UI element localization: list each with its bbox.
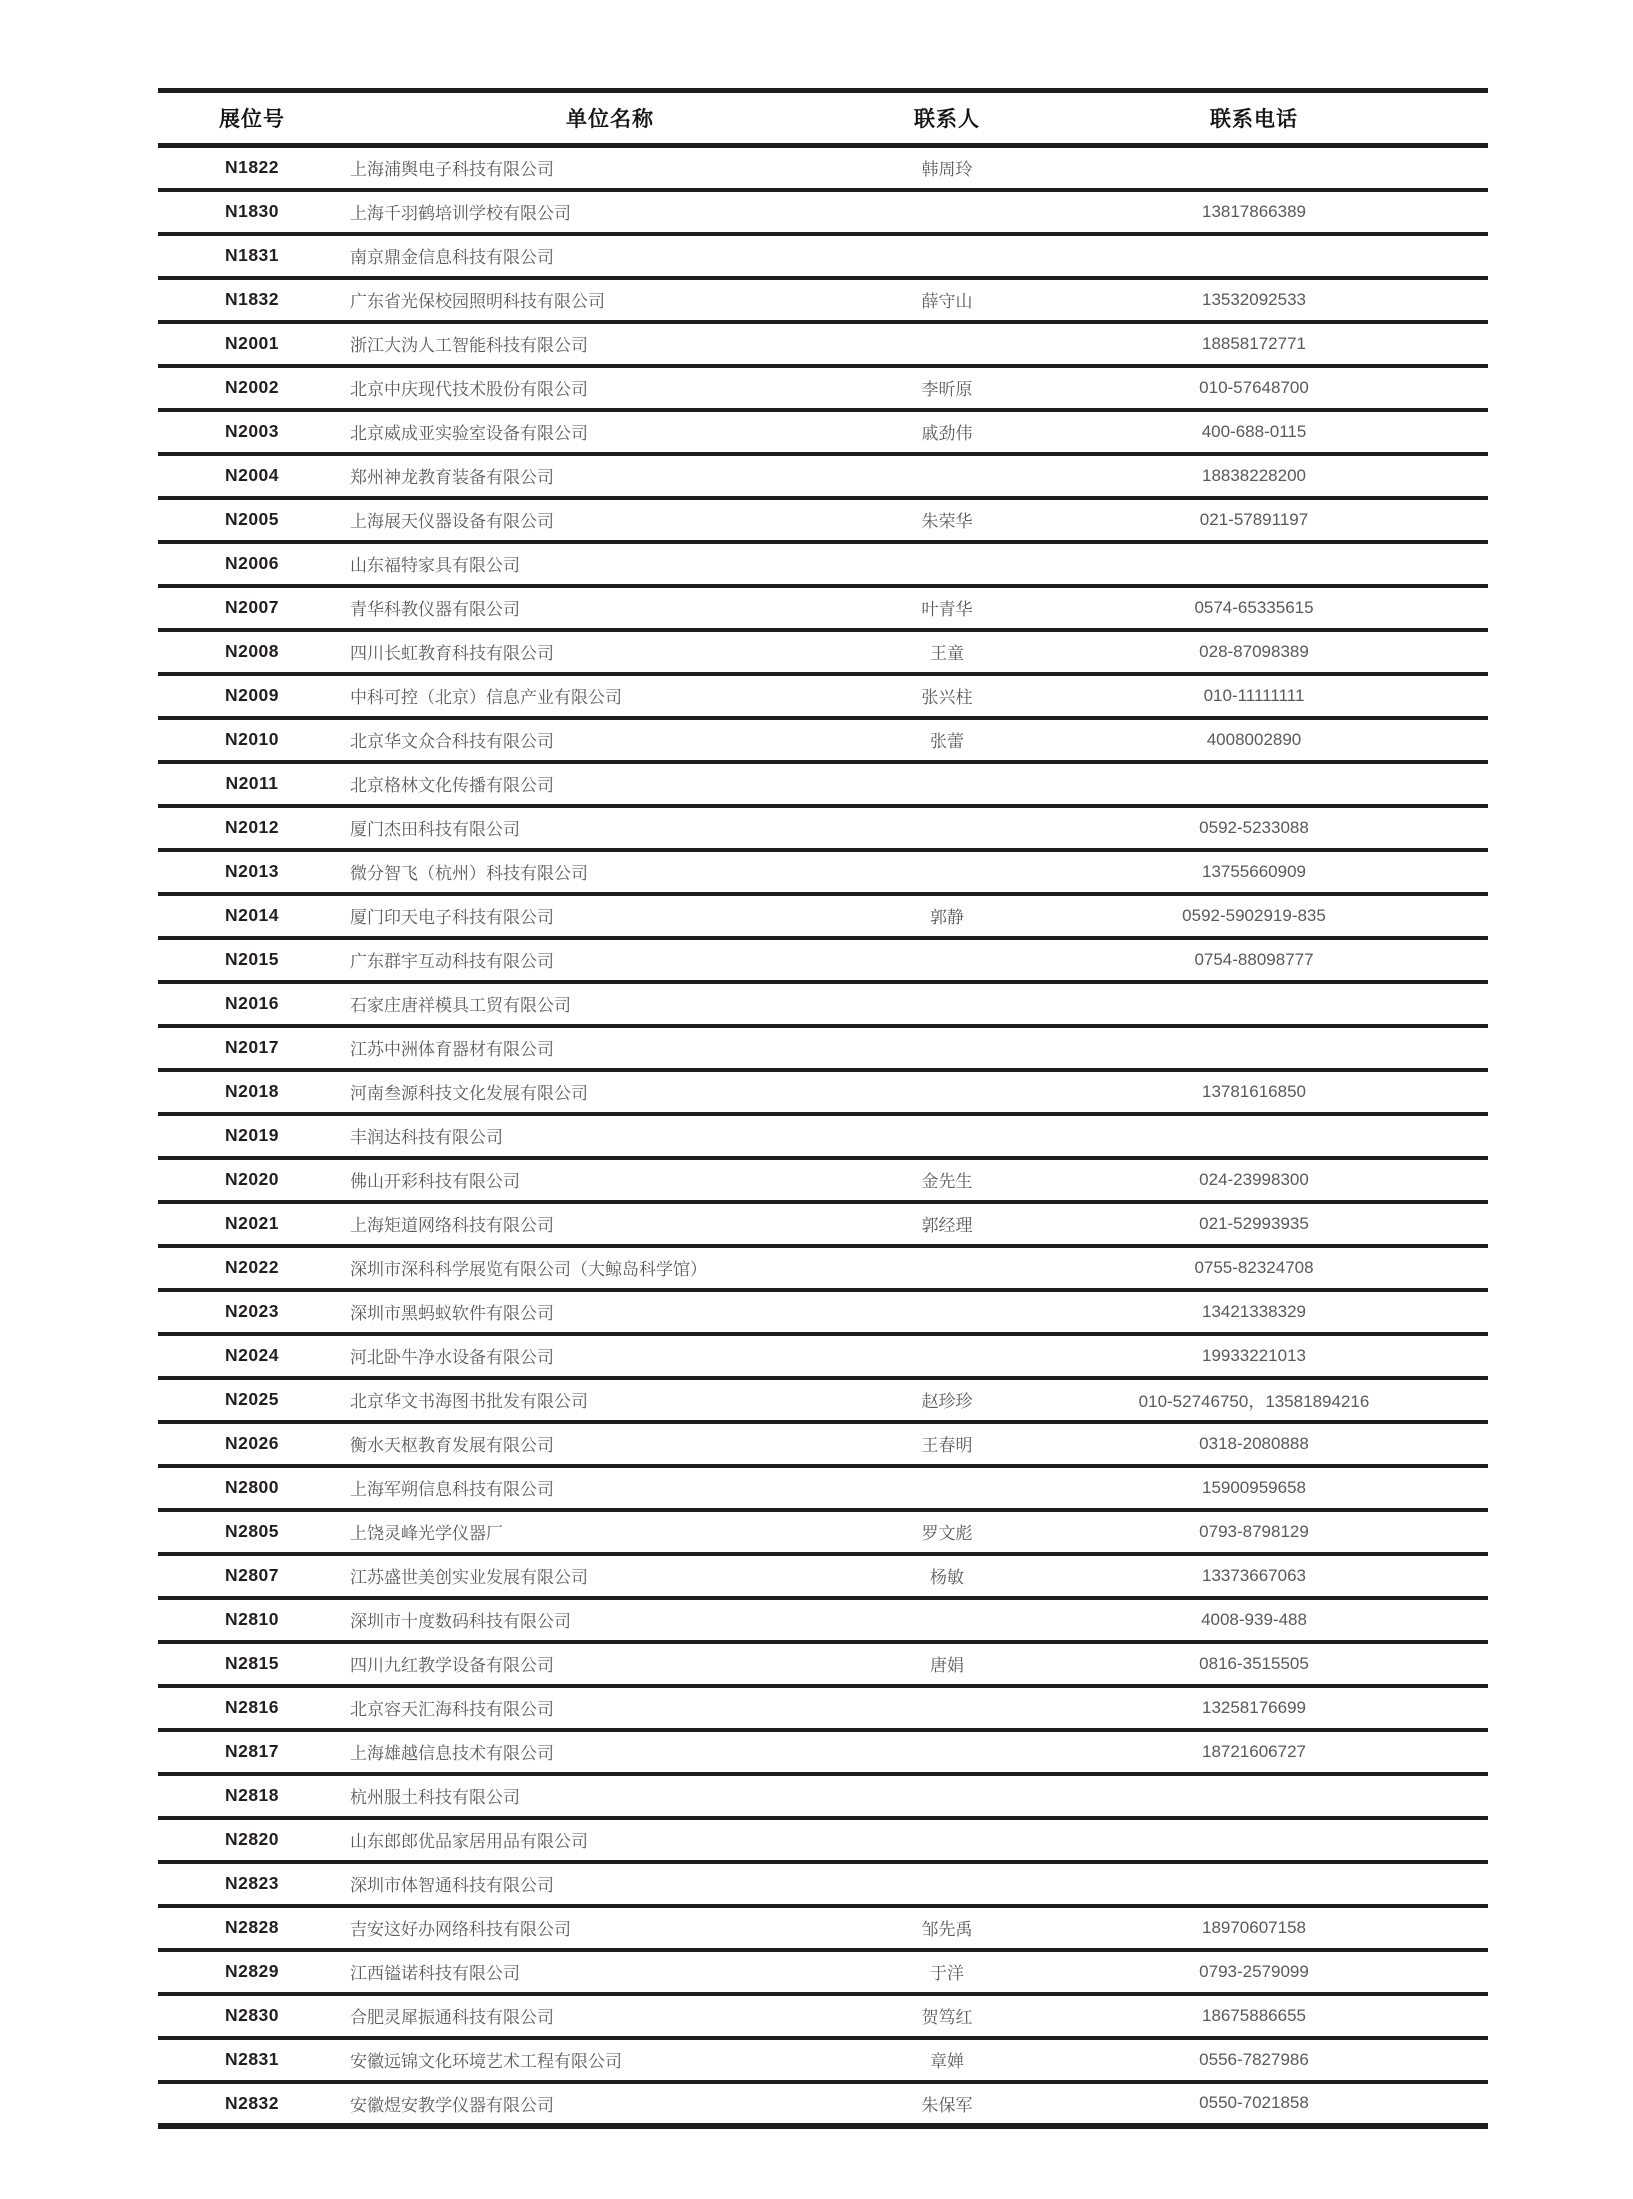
table-row — [158, 1378, 1488, 1422]
cell-booth: N2026 — [224, 1433, 280, 1453]
cell-company: 广东群宇互动科技有限公司 — [350, 952, 554, 971]
cell-company: 上饶灵峰光学仪器厂 — [350, 1524, 503, 1543]
cell-company: 上海雄越信息技术有限公司 — [350, 1744, 554, 1763]
cell-contact: 唐娟 — [930, 1656, 964, 1675]
cell-company: 浙江大沩人工智能科技有限公司 — [350, 336, 588, 355]
header-row — [158, 91, 1488, 146]
cell-phone: 0556-7827986 — [1199, 2049, 1309, 2069]
cell-phone: 13817866389 — [1201, 201, 1306, 221]
cell-company: 广东省光保校园照明科技有限公司 — [350, 292, 605, 311]
table-body — [158, 146, 1488, 2126]
cell-company: 石家庄唐祥模具工贸有限公司 — [350, 996, 571, 1015]
cell-contact: 于洋 — [930, 1964, 964, 1983]
cell-contact — [874, 806, 1020, 850]
cell-contact — [874, 1730, 1020, 1774]
cell-company: 北京威成亚实验室设备有限公司 — [350, 424, 588, 443]
table-row — [158, 1686, 1488, 1730]
table-row — [158, 762, 1488, 806]
cell-contact: 戚劲伟 — [921, 424, 973, 443]
table-row — [158, 1950, 1488, 1994]
cell-phone — [1020, 1774, 1488, 1818]
cell-phone: 18858172771 — [1201, 333, 1306, 353]
cell-booth: N2816 — [224, 1697, 280, 1717]
cell-phone: 010-52746750，13581894216 — [1138, 1392, 1370, 1411]
table-row — [158, 1422, 1488, 1466]
cell-phone: 18838228200 — [1201, 465, 1306, 485]
cell-company: 深圳市深科科学展览有限公司（大鲸岛科学馆） — [350, 1260, 707, 1279]
cell-phone — [1020, 1862, 1488, 1906]
table-row — [158, 410, 1488, 454]
cell-booth: N2001 — [224, 333, 280, 353]
table-row — [158, 190, 1488, 234]
table-row — [158, 542, 1488, 586]
cell-contact — [874, 1598, 1020, 1642]
cell-phone: 0550-7021858 — [1199, 2093, 1309, 2112]
cell-booth: N2800 — [224, 1477, 280, 1497]
cell-contact: 章婵 — [930, 2052, 964, 2071]
cell-phone: 0592-5233088 — [1199, 817, 1309, 837]
cell-contact: 李昕原 — [921, 380, 973, 399]
cell-phone: 13373667063 — [1201, 1565, 1306, 1585]
cell-contact: 郭经理 — [921, 1216, 973, 1235]
cell-contact: 罗文彪 — [921, 1524, 973, 1543]
cell-booth: N2015 — [224, 949, 280, 969]
cell-phone: 024-23998300 — [1199, 1169, 1309, 1189]
table-row — [158, 1334, 1488, 1378]
table-row — [158, 1906, 1488, 1950]
cell-booth: N2832 — [224, 2092, 280, 2113]
cell-company: 深圳市十度数码科技有限公司 — [350, 1612, 571, 1631]
table-row — [158, 1026, 1488, 1070]
cell-company: 佛山开彩科技有限公司 — [350, 1172, 520, 1191]
cell-phone — [1020, 542, 1488, 586]
cell-company: 河北卧牛净水设备有限公司 — [350, 1348, 554, 1367]
cell-phone — [1020, 1818, 1488, 1862]
cell-phone: 0574-65335615 — [1194, 597, 1314, 617]
cell-phone — [1020, 762, 1488, 806]
cell-booth: N2012 — [224, 817, 280, 837]
table-row — [158, 1774, 1488, 1818]
table-row — [158, 1642, 1488, 1686]
cell-company: 微分智飞（杭州）科技有限公司 — [350, 864, 588, 883]
table-row — [158, 1290, 1488, 1334]
table-row — [158, 1554, 1488, 1598]
cell-contact — [874, 938, 1020, 982]
cell-booth: N2024 — [224, 1345, 280, 1365]
cell-booth: N1832 — [224, 289, 280, 309]
cell-phone: 0592-5902919-835 — [1182, 905, 1326, 925]
table-row — [158, 1246, 1488, 1290]
cell-booth: N2815 — [224, 1653, 280, 1673]
cell-booth: N2021 — [224, 1213, 280, 1233]
cell-contact — [874, 1774, 1020, 1818]
table-row — [158, 586, 1488, 630]
cell-contact: 金先生 — [921, 1172, 973, 1191]
cell-company: 山东福特家具有限公司 — [350, 556, 520, 575]
cell-company: 厦门印天电子科技有限公司 — [350, 908, 554, 927]
table-row — [158, 850, 1488, 894]
cell-phone: 400-688-0115 — [1201, 421, 1307, 441]
cell-company: 上海矩道网络科技有限公司 — [350, 1216, 554, 1235]
cell-company: 上海军朔信息科技有限公司 — [350, 1480, 554, 1499]
cell-phone: 13781616850 — [1201, 1081, 1306, 1101]
exhibitor-table — [158, 88, 1488, 2129]
cell-contact — [874, 850, 1020, 894]
cell-booth: N2004 — [224, 465, 280, 485]
cell-phone: 15900959658 — [1201, 1477, 1306, 1497]
cell-contact: 郭静 — [930, 908, 964, 927]
cell-company: 上海千羽鹤培训学校有限公司 — [350, 204, 571, 223]
cell-company: 四川长虹教育科技有限公司 — [350, 644, 554, 663]
cell-contact: 王春明 — [921, 1436, 973, 1455]
cell-booth: N2014 — [224, 905, 280, 925]
table-row — [158, 630, 1488, 674]
cell-company: 青华科教仪器有限公司 — [350, 600, 520, 619]
table-row — [158, 234, 1488, 278]
cell-booth: N2828 — [224, 1917, 280, 1937]
cell-contact — [874, 190, 1020, 234]
cell-booth: N2025 — [224, 1389, 280, 1409]
cell-company: 河南叁源科技文化发展有限公司 — [350, 1084, 588, 1103]
cell-booth: N2017 — [224, 1037, 280, 1057]
cell-company: 江苏盛世美创实业发展有限公司 — [350, 1568, 588, 1587]
cell-booth: N2019 — [224, 1125, 280, 1145]
cell-booth: N2820 — [224, 1829, 280, 1849]
table-row — [158, 938, 1488, 982]
table-row — [158, 1598, 1488, 1642]
cell-phone — [1020, 146, 1488, 190]
cell-contact: 朱荣华 — [921, 512, 973, 531]
table-row — [158, 674, 1488, 718]
table-row — [158, 2038, 1488, 2082]
cell-phone: 021-57891197 — [1199, 509, 1309, 529]
cell-contact: 王童 — [930, 644, 964, 663]
cell-contact — [874, 322, 1020, 366]
cell-contact: 邹先禹 — [921, 1920, 973, 1939]
cell-booth: N2018 — [224, 1081, 280, 1101]
cell-phone — [1020, 982, 1488, 1026]
table-row — [158, 982, 1488, 1026]
cell-company: 四川九红教学设备有限公司 — [350, 1656, 554, 1675]
cell-company: 深圳市体智通科技有限公司 — [350, 1876, 554, 1895]
table-row — [158, 1070, 1488, 1114]
cell-booth: N2011 — [225, 773, 279, 793]
cell-booth: N2005 — [224, 509, 280, 529]
cell-contact: 贺笃红 — [921, 2008, 973, 2027]
cell-company: 江苏中洲体育器材有限公司 — [350, 1040, 554, 1059]
cell-contact: 张兴柱 — [921, 688, 973, 707]
cell-contact — [874, 454, 1020, 498]
cell-booth: N2831 — [224, 2049, 280, 2069]
table-row — [158, 454, 1488, 498]
cell-contact: 韩周玲 — [921, 160, 973, 180]
cell-company: 安徽远锦文化环境艺术工程有限公司 — [350, 2052, 622, 2071]
cell-booth: N1830 — [224, 201, 280, 221]
cell-phone: 4008002890 — [1206, 729, 1302, 749]
cell-company: 厦门杰田科技有限公司 — [350, 820, 520, 839]
cell-contact — [874, 1246, 1020, 1290]
cell-contact — [874, 1026, 1020, 1070]
cell-contact — [874, 1334, 1020, 1378]
cell-company: 杭州服土科技有限公司 — [350, 1788, 520, 1807]
cell-booth: N2009 — [224, 685, 280, 705]
cell-company: 北京中庆现代技术股份有限公司 — [350, 380, 588, 399]
cell-booth: N2002 — [224, 377, 280, 397]
cell-booth: N2013 — [224, 861, 280, 881]
table-row — [158, 1818, 1488, 1862]
cell-contact: 叶青华 — [921, 600, 973, 619]
cell-contact — [874, 1862, 1020, 1906]
table-row — [158, 806, 1488, 850]
cell-booth: N2818 — [224, 1785, 280, 1805]
cell-contact: 赵珍珍 — [921, 1392, 973, 1411]
table-row — [158, 1862, 1488, 1906]
cell-phone: 18675886655 — [1201, 2005, 1306, 2025]
cell-booth: N2006 — [224, 553, 280, 573]
cell-phone: 0318-2080888 — [1199, 1433, 1309, 1453]
cell-booth: N1831 — [224, 245, 280, 265]
cell-company: 郑州神龙教育装备有限公司 — [350, 468, 554, 487]
cell-company: 江西镒诺科技有限公司 — [350, 1964, 520, 1983]
cell-contact: 薛守山 — [921, 292, 973, 311]
cell-phone: 0793-8798129 — [1199, 1521, 1309, 1541]
cell-booth: N2003 — [224, 421, 280, 441]
cell-phone — [1020, 1026, 1488, 1070]
cell-contact — [874, 1114, 1020, 1158]
cell-booth: N2830 — [224, 2005, 280, 2025]
cell-contact: 杨敏 — [930, 1568, 964, 1587]
cell-booth: N2823 — [224, 1873, 280, 1893]
cell-booth: N2829 — [224, 1961, 280, 1981]
cell-booth: N2016 — [224, 993, 280, 1013]
column-header-company: 单位名称 — [566, 108, 654, 131]
cell-company: 衡水天枢教育发展有限公司 — [350, 1436, 554, 1455]
cell-phone: 13532092533 — [1201, 289, 1306, 309]
cell-company: 上海浦舆电子科技有限公司 — [350, 160, 554, 180]
cell-contact — [874, 234, 1020, 278]
table-row — [158, 498, 1488, 542]
column-header-contact: 联系人 — [914, 108, 980, 131]
cell-company: 北京华文众合科技有限公司 — [350, 732, 554, 751]
cell-contact — [874, 762, 1020, 806]
table-row — [158, 1510, 1488, 1554]
cell-phone: 18970607158 — [1201, 1917, 1306, 1937]
cell-company: 南京鼎金信息科技有限公司 — [350, 248, 554, 267]
cell-booth: N2817 — [224, 1741, 280, 1761]
cell-booth: N2023 — [224, 1301, 280, 1321]
cell-company: 深圳市黑蚂蚁软件有限公司 — [350, 1304, 554, 1323]
table-row — [158, 1114, 1488, 1158]
cell-company: 北京格林文化传播有限公司 — [350, 776, 554, 795]
cell-phone — [1020, 1114, 1488, 1158]
cell-phone: 0816-3515505 — [1199, 1653, 1309, 1673]
cell-company: 吉安这好办网络科技有限公司 — [350, 1920, 571, 1939]
cell-phone: 19933221013 — [1201, 1345, 1306, 1365]
cell-booth: N2020 — [224, 1169, 280, 1189]
cell-contact — [874, 1466, 1020, 1510]
cell-phone: 010-11111111 — [1203, 685, 1305, 705]
cell-booth: N2810 — [224, 1609, 280, 1629]
column-header-phone: 联系电话 — [1210, 108, 1298, 131]
cell-phone: 010-57648700 — [1199, 377, 1309, 397]
table-row — [158, 894, 1488, 938]
cell-phone: 0754-88098777 — [1194, 949, 1314, 969]
cell-company: 中科可控（北京）信息产业有限公司 — [350, 688, 622, 707]
table-row — [158, 322, 1488, 366]
cell-phone: 13421338329 — [1201, 1301, 1306, 1321]
cell-company: 丰润达科技有限公司 — [350, 1128, 503, 1147]
cell-contact — [874, 1818, 1020, 1862]
table-row — [158, 1158, 1488, 1202]
cell-contact — [874, 1070, 1020, 1114]
cell-contact: 朱保军 — [921, 2095, 973, 2115]
cell-company: 上海展天仪器设备有限公司 — [350, 512, 554, 531]
cell-company: 合肥灵犀振通科技有限公司 — [350, 2008, 554, 2027]
cell-phone: 18721606727 — [1201, 1741, 1306, 1761]
cell-contact: 张蕾 — [930, 732, 964, 751]
cell-booth: N2807 — [224, 1565, 280, 1585]
column-header-booth: 展位号 — [219, 108, 285, 131]
cell-contact — [874, 982, 1020, 1026]
cell-company: 北京容天汇海科技有限公司 — [350, 1700, 554, 1719]
table-header — [158, 91, 1488, 146]
table-row — [158, 146, 1488, 190]
cell-phone — [1020, 234, 1488, 278]
cell-company: 安徽煜安教学仪器有限公司 — [350, 2095, 554, 2115]
table-row — [158, 2082, 1488, 2126]
cell-booth: N2008 — [224, 641, 280, 661]
cell-contact — [874, 1290, 1020, 1334]
cell-booth: N2010 — [224, 729, 280, 749]
cell-booth: N2022 — [224, 1257, 280, 1277]
cell-company: 北京华文书海图书批发有限公司 — [350, 1392, 588, 1411]
table-row — [158, 1730, 1488, 1774]
cell-phone: 0755-82324708 — [1194, 1257, 1314, 1277]
cell-phone: 4008-939-488 — [1201, 1609, 1307, 1629]
cell-booth: N2007 — [224, 597, 280, 617]
table-row — [158, 278, 1488, 322]
cell-phone: 13755660909 — [1201, 861, 1306, 881]
cell-contact — [874, 542, 1020, 586]
cell-phone: 13258176699 — [1201, 1697, 1306, 1717]
cell-phone: 0793-2579099 — [1199, 1961, 1309, 1981]
table-row — [158, 366, 1488, 410]
table-row — [158, 1202, 1488, 1246]
cell-phone: 021-52993935 — [1199, 1213, 1309, 1233]
table-row — [158, 718, 1488, 762]
table-row — [158, 1466, 1488, 1510]
cell-booth: N1822 — [224, 157, 280, 178]
cell-contact — [874, 1686, 1020, 1730]
cell-company: 山东郎郎优品家居用品有限公司 — [350, 1832, 588, 1851]
cell-phone: 028-87098389 — [1199, 641, 1309, 661]
cell-booth: N2805 — [224, 1521, 280, 1541]
table-row — [158, 1994, 1488, 2038]
